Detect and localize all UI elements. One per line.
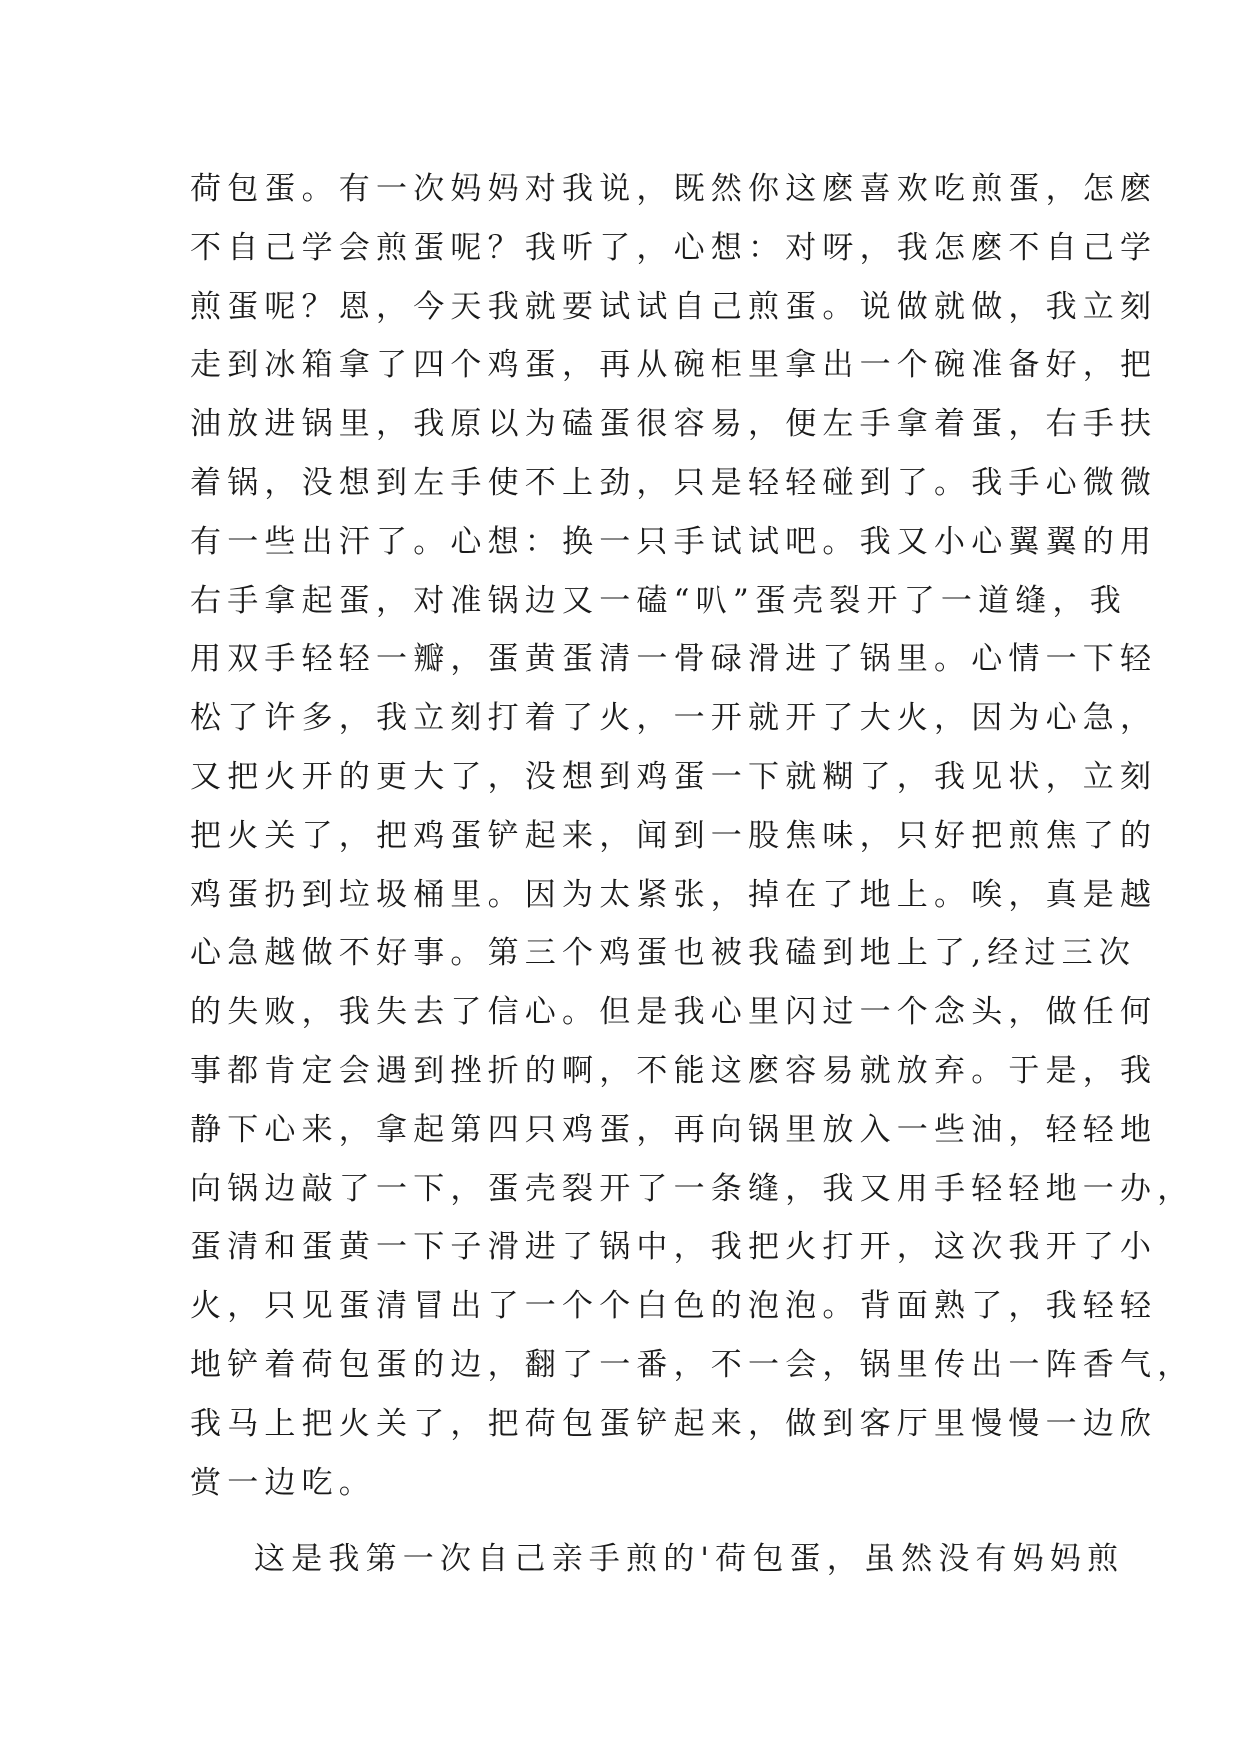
text-line: 松了许多，我立刻打着了火，一开就开了大火，因为心急， xyxy=(190,700,1158,737)
text-line: 不自己学会煎蛋呢？我听了，心想：对呀，我怎麽不自己学 xyxy=(190,229,1158,266)
text-line: 着锅，没想到左手使不上劲，只是轻轻碰到了。我手心微微 xyxy=(190,464,1158,501)
text-line: 赏一边吃。 xyxy=(190,1464,376,1501)
text-line: 心急越做不好事。第三个鸡蛋也被我磕到地上了,经过三次 xyxy=(190,935,1137,972)
text-line: 走到冰箱拿了四个鸡蛋，再从碗柜里拿出一个碗准备好，把 xyxy=(190,347,1158,384)
text-line: 静下心来，拿起第四只鸡蛋，再向锅里放入一些油，轻轻地 xyxy=(190,1111,1158,1148)
text-line: 的失败，我失去了信心。但是我心里闪过一个念头，做任何 xyxy=(190,994,1158,1031)
text-line: 向锅边敲了一下，蛋壳裂开了一条缝，我又用手轻轻地一办， xyxy=(190,1170,1195,1207)
document-body xyxy=(190,160,1195,1589)
text-line: 右手拿起蛋，对准锅边又一磕“叭”蛋壳裂开了一道缝，我 xyxy=(190,582,1127,619)
text-line: 用双手轻轻一瓣，蛋黄蛋清一骨碌滑进了锅里。心情一下轻 xyxy=(190,641,1158,678)
text-line: 有一些出汗了。心想：换一只手试试吧。我又小心翼翼的用 xyxy=(190,523,1158,560)
text-line: 又把火开的更大了，没想到鸡蛋一下就糊了，我见状，立刻 xyxy=(190,758,1158,795)
text-line: 把火关了，把鸡蛋铲起来，闻到一股焦味，只好把煎焦了的 xyxy=(190,817,1158,854)
text-line: 煎蛋呢？恩，今天我就要试试自己煎蛋。说做就做，我立刻 xyxy=(190,288,1158,325)
text-line: 事都肯定会遇到挫折的啊，不能这麽容易就放弃。于是，我 xyxy=(190,1052,1158,1089)
text-line: 地铲着荷包蛋的边，翻了一番，不一会，锅里传出一阵香气， xyxy=(190,1346,1195,1383)
text-line: 鸡蛋扔到垃圾桶里。因为太紧张，掉在了地上。唉，真是越 xyxy=(190,876,1158,913)
paragraph-gap xyxy=(190,1512,1070,1530)
text-line: 荷包蛋。有一次妈妈对我说，既然你这麽喜欢吃煎蛋，怎麽 xyxy=(190,171,1158,207)
text-line: 蛋清和蛋黄一下子滑进了锅中，我把火打开，这次我开了小 xyxy=(190,1229,1158,1266)
text-line: 油放进锅里，我原以为磕蛋很容易，便左手拿着蛋，右手扶 xyxy=(190,406,1158,443)
text-line: 火，只见蛋清冒出了一个个白色的泡泡。背面熟了，我轻轻 xyxy=(190,1288,1158,1325)
text-line-indented: 这是我第一次自己亲手煎的'荷包蛋，虽然没有妈妈煎 xyxy=(254,1541,1125,1578)
text-line: 我马上把火关了，把荷包蛋铲起来，做到客厅里慢慢一边欣 xyxy=(190,1405,1158,1442)
